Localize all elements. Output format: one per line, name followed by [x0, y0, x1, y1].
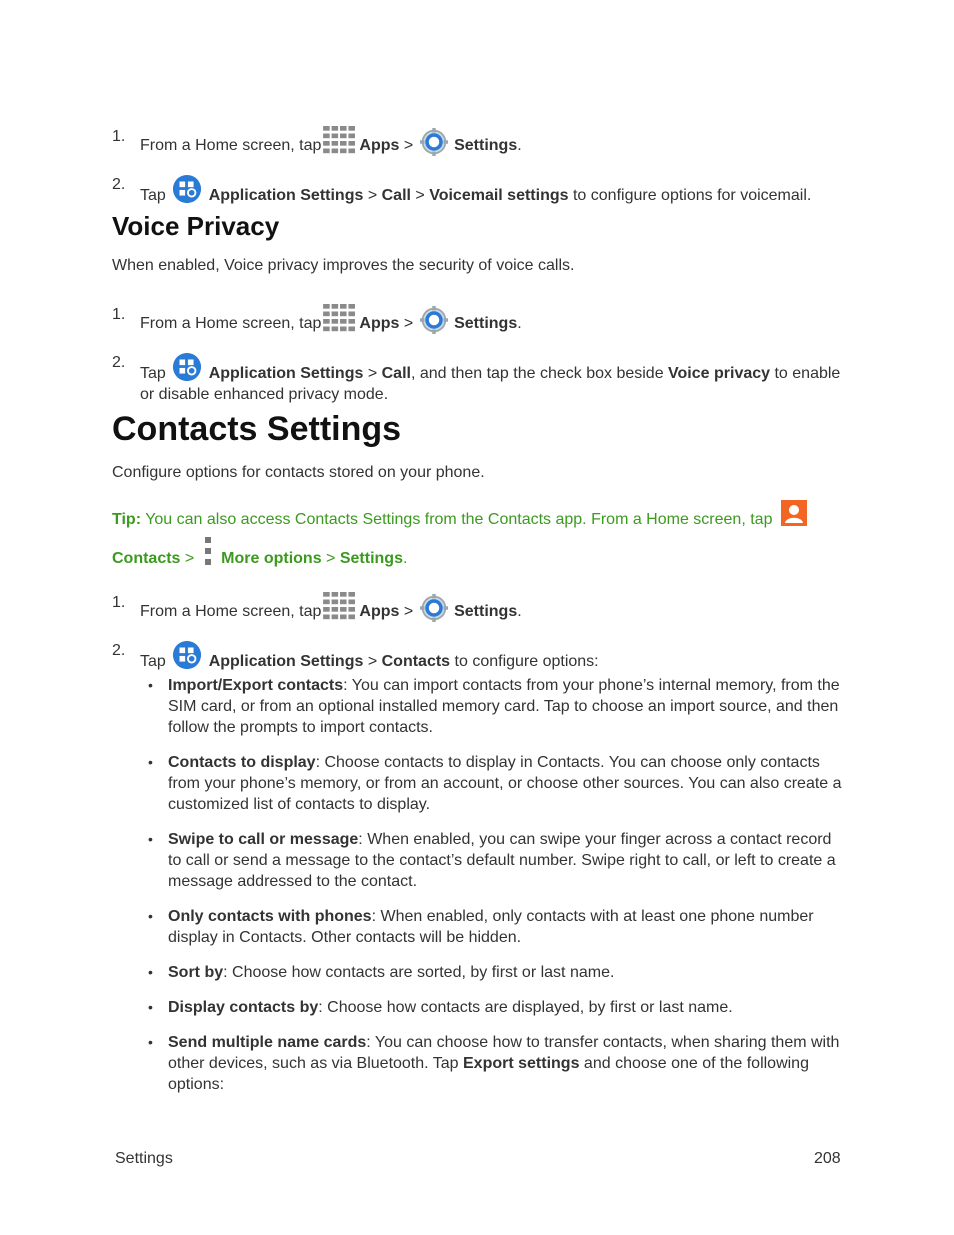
- step-text: Tap: [140, 365, 166, 382]
- contacts-settings-heading: Contacts Settings: [112, 410, 402, 448]
- apps-grid-icon: [323, 126, 357, 156]
- separator: >: [403, 603, 414, 620]
- period: .: [517, 603, 522, 620]
- settings-label: Settings: [454, 603, 518, 620]
- contacts-step-2: [112, 640, 847, 672]
- period: .: [517, 315, 522, 332]
- apps-label: Apps: [359, 603, 400, 620]
- separator: >: [367, 365, 378, 382]
- tip-label: Tip:: [112, 511, 142, 528]
- step-text: From a Home screen, tap: [140, 603, 322, 620]
- bullet-term: Send multiple name cards: [168, 1034, 367, 1051]
- bullet-contacts-to-display: [148, 752, 848, 815]
- bullet-dot: •: [148, 999, 153, 1015]
- voicemail-settings-label: Voicemail settings: [429, 187, 569, 204]
- separator: >: [403, 137, 414, 154]
- step-number: 2.: [112, 354, 126, 371]
- contacts-step-1: [112, 592, 847, 622]
- application-settings-label: Application Settings: [208, 365, 364, 382]
- bullet-dot: •: [148, 831, 153, 847]
- step-text: Tap: [140, 653, 166, 670]
- tip-block: [112, 500, 847, 576]
- separator: >: [367, 653, 378, 670]
- apps-label: Apps: [359, 137, 400, 154]
- separator: >: [403, 315, 414, 332]
- voicemail-step-1: [112, 126, 847, 156]
- bullet-import-export: [148, 675, 848, 738]
- tip-more-options-label: More options: [221, 550, 322, 567]
- bullet-desc: : Choose how contacts are sorted, by first or last name.: [223, 964, 615, 981]
- step-text: From a Home screen, tap: [140, 137, 322, 154]
- settings-gear-icon: [420, 128, 448, 156]
- application-settings-icon: [172, 640, 202, 670]
- voice-privacy-intro: When enabled, Voice privacy improves the security of voice calls.: [112, 257, 575, 274]
- settings-label: Settings: [454, 315, 518, 332]
- call-label: Call: [381, 365, 411, 382]
- period: .: [517, 137, 522, 154]
- footer-page-number: 208: [814, 1150, 841, 1167]
- voice-privacy-step-1: [112, 304, 847, 334]
- bullet-only-contacts-with-phones: [148, 906, 848, 948]
- bullet-term: Import/Export contacts: [168, 677, 344, 694]
- export-settings-label: Export settings: [463, 1055, 580, 1072]
- separator: >: [326, 550, 336, 567]
- step-number: 2.: [112, 176, 126, 193]
- bullet-dot: •: [148, 754, 153, 770]
- application-settings-label: Application Settings: [208, 653, 364, 670]
- apps-grid-icon: [323, 592, 357, 622]
- separator: >: [415, 187, 425, 204]
- settings-gear-icon: [420, 306, 448, 334]
- bullet-dot: •: [148, 1034, 153, 1050]
- bullet-desc: : When enabled, you can swipe your finger across a contact record to call or send a message to the contact’s default number. Swipe right to call, or left to create a message addressed to the contact.: [168, 831, 836, 890]
- bullet-send-multiple-name-cards: [148, 1032, 848, 1095]
- footer-section: Settings: [115, 1150, 173, 1167]
- step-text: Tap: [140, 187, 166, 204]
- bullet-desc: and choose one of the following options:: [168, 1055, 809, 1093]
- bullet-sort-by: [148, 962, 848, 983]
- bullet-desc: : You can choose how to transfer contacts, when sharing them with other devices, such as via Bluetooth. Tap: [168, 1034, 840, 1072]
- voice-privacy-label: Voice privacy: [668, 365, 771, 382]
- bullet-desc: : When enabled, only contacts with at least one phone number display in Contacts. Other contacts will be hidden.: [168, 908, 814, 946]
- bullet-desc: : Choose how contacts are displayed, by first or last name.: [318, 999, 733, 1016]
- tip-contacts-label: Contacts: [112, 550, 181, 567]
- contacts-settings-intro: Configure options for contacts stored on your phone.: [112, 464, 485, 481]
- bullet-swipe-to-call: [148, 829, 848, 892]
- bullet-term: Swipe to call or message: [168, 831, 359, 848]
- application-settings-icon: [172, 352, 202, 382]
- bullet-desc: : You can import contacts from your phone’s internal memory, from the SIM card, or from an optional installed memory card. Tap to choose an import source, and then follow the prompts to import contacts.: [168, 677, 840, 736]
- bullet-term: Contacts to display: [168, 754, 316, 771]
- step-text: From a Home screen, tap: [140, 315, 322, 332]
- bullet-dot: •: [148, 964, 153, 980]
- step-number: 1.: [112, 594, 126, 611]
- settings-gear-icon: [420, 594, 448, 622]
- bullet-dot: •: [148, 908, 153, 924]
- step-number: 1.: [112, 128, 126, 145]
- call-label: Call: [381, 187, 411, 204]
- separator: >: [367, 187, 378, 204]
- step-text: , and then tap the check box beside: [410, 365, 664, 382]
- bullet-dot: •: [148, 677, 153, 693]
- step-text: to configure options:: [454, 653, 599, 670]
- contacts-label: Contacts: [381, 653, 451, 670]
- tip-settings-label: Settings: [339, 550, 403, 567]
- separator: >: [184, 550, 195, 567]
- bullet-term: Display contacts by: [168, 999, 319, 1016]
- settings-label: Settings: [454, 137, 518, 154]
- voice-privacy-step-2: [112, 352, 847, 405]
- tip-text: You can also access Contacts Settings from the Contacts app. From a Home screen, tap: [145, 511, 773, 528]
- bullet-term: Only contacts with phones: [168, 908, 372, 925]
- application-settings-label: Application Settings: [208, 187, 364, 204]
- step-number: 2.: [112, 642, 126, 659]
- voice-privacy-heading: Voice Privacy: [112, 211, 280, 241]
- step-number: 1.: [112, 306, 126, 323]
- contacts-app-icon: [781, 500, 807, 526]
- apps-label: Apps: [359, 315, 400, 332]
- step-text: to enable or disable enhanced privacy mode.: [140, 365, 841, 403]
- apps-grid-icon: [323, 304, 357, 334]
- bullet-desc: : Choose contacts to display in Contacts. You can choose only contacts from your phone’s memory, or from an account, or choose other sources. You can also create a customized list of contacts to display.: [168, 754, 842, 813]
- period: .: [402, 550, 408, 567]
- bullet-term: Sort by: [168, 964, 224, 981]
- bullet-display-contacts-by: [148, 997, 848, 1018]
- voicemail-step-2: [112, 174, 847, 206]
- step-text: to configure options for voicemail.: [572, 187, 812, 204]
- application-settings-icon: [172, 174, 202, 204]
- more-options-icon: [203, 537, 213, 567]
